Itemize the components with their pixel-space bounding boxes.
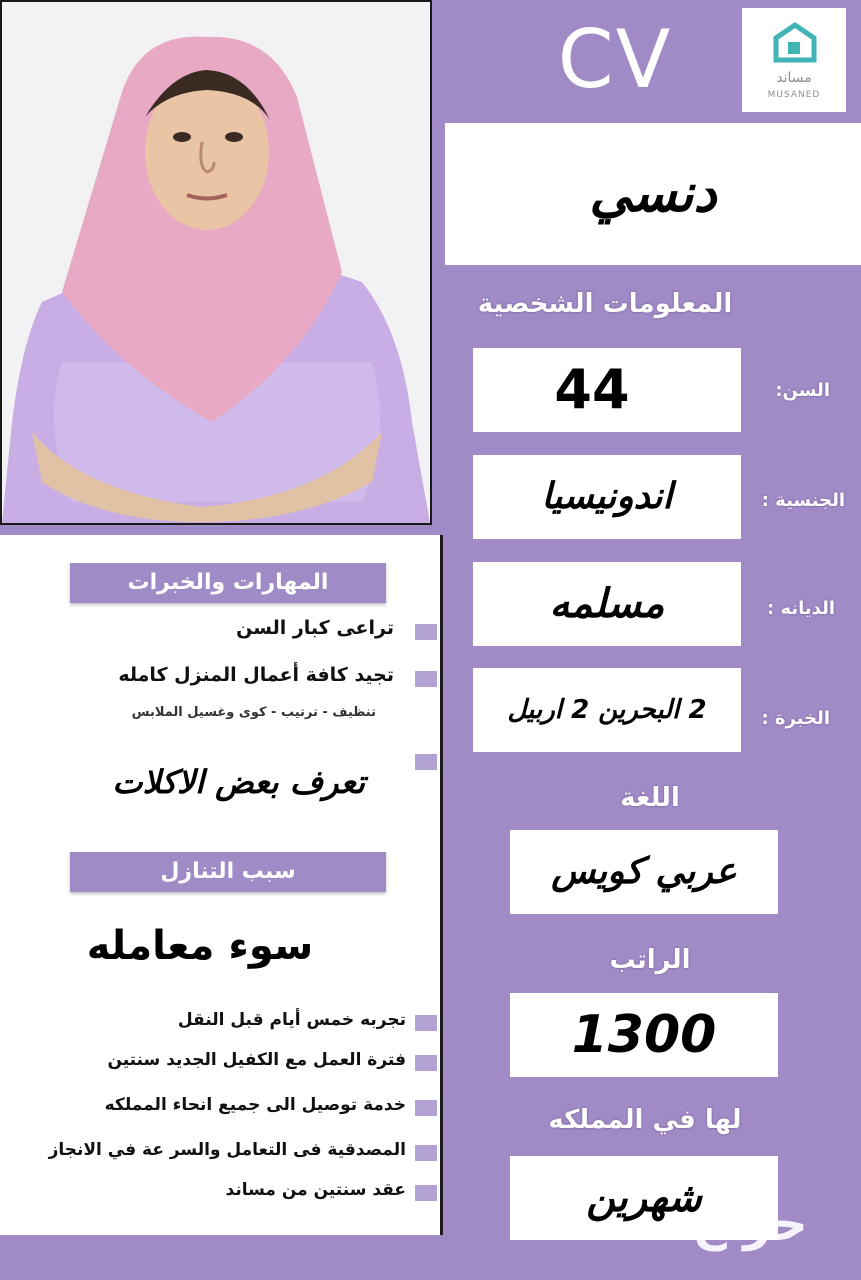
skill-sub-note: تنظيف - ترتيب - كوى وغسيل الملابس <box>131 705 376 720</box>
age-label: السن: <box>775 380 830 401</box>
term-item: تجربه خمس أيام قبل النقل <box>177 1010 406 1030</box>
religion-box <box>473 562 741 646</box>
term-item: فترة العمل مع الكفيل الجديد سنتين <box>107 1050 406 1070</box>
bullet-icon <box>415 671 437 687</box>
experience-value: 2 البحرين 2 اربيل <box>507 695 707 725</box>
religion-label: الديانه : <box>767 598 835 619</box>
religion-value: مسلمه <box>549 581 665 627</box>
details-panel <box>0 535 443 1235</box>
watermark: حراج <box>692 1196 808 1252</box>
musaned-logo <box>742 8 846 112</box>
bullet-icon <box>415 1145 437 1161</box>
reason-value: سوء معامله <box>86 923 314 969</box>
candidate-name: دنسي <box>589 164 717 224</box>
term-item: خدمة توصيل الى جميع انحاء المملكه <box>104 1095 406 1115</box>
term-item: عقد سنتين من مساند <box>225 1180 406 1200</box>
language-value: عربي كويس <box>551 851 737 892</box>
bullet-icon <box>415 1015 437 1031</box>
term-item: المصدقية فى التعامل والسر عة في الانجاز <box>48 1140 406 1160</box>
language-heading: اللغة <box>620 783 680 813</box>
nationality-label: الجنسية : <box>761 490 845 511</box>
salary-box <box>510 993 778 1077</box>
language-box <box>510 830 778 914</box>
logo-latin-text: MUSANED <box>767 90 821 100</box>
reason-heading: سبب التنازل <box>70 852 386 892</box>
skill-item: تجيد كافة أعمال المنزل كامله <box>118 664 394 686</box>
age-box <box>473 348 741 432</box>
profile-photo <box>0 0 432 525</box>
skill-item: تعرف بعض الاكلات <box>112 763 365 801</box>
bullet-icon <box>415 1185 437 1201</box>
in-kingdom-heading: لها في المملكه <box>548 1105 742 1135</box>
salary-value: 1300 <box>571 1005 717 1065</box>
nationality-value: اندونيسيا <box>541 476 673 517</box>
skills-heading: المهارات والخبرات <box>70 563 386 603</box>
age-value: 44 <box>554 358 630 421</box>
bullet-icon <box>415 1055 437 1071</box>
experience-label: الخبرة : <box>761 708 830 729</box>
salary-heading: الراتب <box>609 945 691 975</box>
logo-arabic-text: مساند <box>776 70 812 86</box>
experience-box <box>473 668 741 752</box>
bullet-icon <box>415 754 437 770</box>
personal-info-heading: المعلومات الشخصية <box>477 289 733 319</box>
bullet-icon <box>415 624 437 640</box>
skill-item: تراعى كبار السن <box>236 617 394 639</box>
portrait-illustration <box>2 2 430 523</box>
cv-title: CV <box>557 13 673 106</box>
in-kingdom-value: شهرين <box>586 1175 702 1221</box>
name-box <box>445 123 861 265</box>
house-icon <box>772 22 818 64</box>
nationality-box <box>473 455 741 539</box>
bullet-icon <box>415 1100 437 1116</box>
